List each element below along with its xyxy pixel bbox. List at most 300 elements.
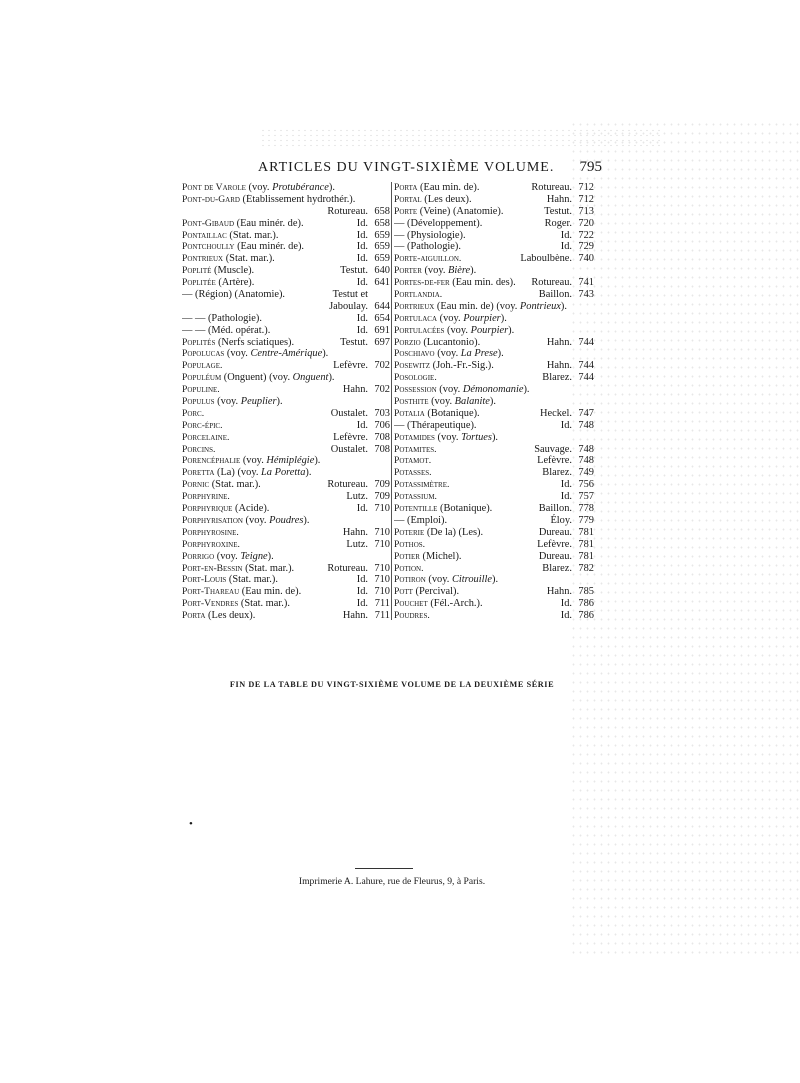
index-entry bbox=[394, 455, 594, 467]
index-entry bbox=[182, 491, 390, 503]
index-entry bbox=[394, 348, 594, 360]
index-entry bbox=[394, 420, 594, 432]
entry-page: 710 bbox=[374, 526, 390, 538]
entry-text bbox=[394, 467, 539, 479]
index-entry bbox=[394, 253, 594, 265]
entry-punctuation: ). bbox=[508, 324, 515, 336]
entry-term: Porphyroxine. bbox=[182, 538, 240, 550]
entry-author: Id. bbox=[356, 419, 368, 431]
index-entry bbox=[394, 289, 594, 301]
entry-text bbox=[394, 182, 528, 194]
entry-page bbox=[572, 348, 594, 360]
entry-page: 710 bbox=[374, 586, 390, 598]
entry-page: 747 bbox=[578, 407, 594, 419]
entry-page bbox=[368, 182, 390, 194]
entry-page bbox=[572, 325, 594, 337]
entry-text bbox=[182, 467, 365, 479]
entry-page: 713 bbox=[578, 205, 594, 217]
entry-term: Poplités bbox=[182, 336, 216, 348]
entry-punctuation: ). bbox=[303, 514, 310, 526]
index-entry bbox=[182, 384, 390, 396]
entry-text bbox=[394, 598, 558, 610]
entry-text bbox=[182, 586, 354, 598]
entry-page: 708 bbox=[374, 431, 390, 443]
entry-text bbox=[182, 253, 354, 265]
index-entry bbox=[182, 551, 390, 563]
index-entry bbox=[182, 194, 390, 206]
entry-qualifier: (Onguent) (voy. bbox=[221, 372, 293, 384]
entry-author: Id. bbox=[356, 229, 368, 241]
entry-term: Portes-de-fer bbox=[394, 277, 450, 289]
entry-author: Id. bbox=[356, 241, 368, 253]
index-entry bbox=[394, 372, 594, 384]
index-entry bbox=[394, 539, 594, 551]
entry-term: Pontaillac bbox=[182, 229, 227, 241]
entry-term: Porte-aiguillon. bbox=[394, 253, 462, 265]
entry-author: Id. bbox=[356, 598, 368, 610]
entry-page: 722 bbox=[578, 229, 594, 241]
entry-term: Portrieux bbox=[394, 300, 435, 312]
index-entry bbox=[394, 325, 594, 337]
entry-term: Posthite bbox=[394, 396, 429, 408]
entry-see-reference: Poudres bbox=[269, 514, 304, 526]
entry-punctuation: ). bbox=[489, 396, 496, 408]
entry-text bbox=[394, 301, 569, 313]
entry-page: 781 bbox=[578, 550, 594, 562]
entry-text bbox=[394, 610, 558, 622]
index-entry bbox=[394, 337, 594, 349]
entry-author: Dureau. bbox=[538, 526, 572, 538]
index-entry bbox=[182, 289, 390, 301]
entry-text bbox=[182, 325, 354, 337]
entry-term: Potiron bbox=[394, 574, 426, 586]
entry-qualifier: (voy. bbox=[436, 384, 463, 396]
index-entry bbox=[394, 396, 594, 408]
index-column-left bbox=[182, 182, 390, 622]
entry-punctuation: ). bbox=[267, 550, 274, 562]
entry-term: Potier bbox=[394, 550, 420, 562]
entry-author: Jaboulay. bbox=[329, 300, 368, 312]
ink-mark: • bbox=[189, 818, 193, 830]
index-entry bbox=[182, 408, 390, 420]
entry-text bbox=[182, 515, 365, 527]
entry-term: Porphyrique bbox=[182, 503, 233, 515]
entry-qualifier: (voy. bbox=[425, 574, 452, 586]
entry-author: Lefèvre. bbox=[537, 455, 572, 467]
entry-author: Rotureau. bbox=[327, 479, 368, 491]
entry-qualifier: (voy. bbox=[240, 455, 267, 467]
index-entry bbox=[182, 503, 390, 515]
index-entry bbox=[182, 396, 390, 408]
entry-qualifier: (voy. bbox=[214, 550, 241, 562]
entry-text bbox=[394, 360, 544, 372]
entry-page: 778 bbox=[578, 503, 594, 515]
entry-term: Potasses. bbox=[394, 467, 432, 479]
entry-author: Lutz. bbox=[346, 538, 368, 550]
entry-page: 712 bbox=[578, 193, 594, 205]
entry-text bbox=[182, 348, 365, 360]
entry-term: Pont-du-Gard bbox=[182, 193, 240, 205]
entry-qualifier: (voy. bbox=[214, 396, 241, 408]
entry-text bbox=[394, 420, 558, 432]
entry-qualifier: (voy. bbox=[242, 514, 270, 526]
end-of-table-note: FIN DE LA TABLE DU VINGT-SIXIÈME VOLUME DE LA DEUXIÈME SÉRIE bbox=[229, 680, 555, 689]
entry-page: 706 bbox=[374, 419, 390, 431]
index-entry bbox=[182, 527, 390, 539]
entry-term: Port-en-Bessin bbox=[182, 562, 243, 574]
entry-term: Popolucas bbox=[182, 348, 225, 360]
index-entry bbox=[182, 467, 390, 479]
index-entry bbox=[182, 337, 390, 349]
entry-text bbox=[182, 396, 365, 408]
entry-qualifier: (Artère). bbox=[215, 277, 255, 289]
entry-author: Hahn. bbox=[342, 526, 368, 538]
index-entry bbox=[182, 218, 390, 230]
entry-page: 711 bbox=[374, 610, 390, 622]
entry-author: Hahn. bbox=[546, 360, 572, 372]
entry-text bbox=[394, 253, 517, 265]
entry-text bbox=[394, 384, 569, 396]
index-entry bbox=[394, 515, 594, 527]
entry-author: Lefèvre. bbox=[333, 431, 368, 443]
entry-text bbox=[182, 598, 354, 610]
index-entry bbox=[182, 574, 390, 586]
index-entry bbox=[182, 325, 390, 337]
index-entry bbox=[182, 444, 390, 456]
entry-page: 691 bbox=[374, 324, 390, 336]
entry-author: Testut. bbox=[340, 265, 368, 277]
entry-term: Portal bbox=[394, 193, 422, 205]
entry-term: Porc. bbox=[182, 407, 205, 419]
entry-author: Lefèvre. bbox=[333, 360, 368, 372]
entry-text bbox=[394, 230, 558, 242]
entry-text bbox=[394, 348, 569, 360]
printer-imprint: Imprimerie A. Lahure, rue de Fleurus, 9, à Paris. bbox=[298, 876, 486, 887]
entry-page: 710 bbox=[374, 574, 390, 586]
entry-text bbox=[182, 230, 354, 242]
entry-text bbox=[182, 372, 365, 384]
scan-noise bbox=[260, 128, 660, 150]
entry-term: Porrigo bbox=[182, 550, 215, 562]
entry-qualifier: (Muscle). bbox=[211, 265, 255, 277]
entry-qualifier: (De la) (Les). bbox=[424, 526, 484, 538]
index-entry bbox=[182, 206, 390, 218]
index-entry bbox=[394, 563, 594, 575]
entry-text bbox=[394, 515, 547, 527]
entry-page bbox=[572, 265, 594, 277]
entry-page: 703 bbox=[374, 407, 390, 419]
entry-text bbox=[182, 384, 340, 396]
entry-qualifier: (voy. bbox=[428, 396, 455, 408]
entry-text bbox=[182, 610, 340, 622]
entry-text bbox=[182, 574, 354, 586]
entry-page bbox=[368, 372, 390, 384]
entry-qualifier: (Fél.-Arch.). bbox=[427, 598, 483, 610]
entry-page: 781 bbox=[578, 538, 594, 550]
entry-text bbox=[394, 444, 531, 456]
entry-text bbox=[394, 241, 558, 253]
entry-page bbox=[368, 515, 390, 527]
separator-rule bbox=[355, 868, 413, 869]
entry-qualifier: (Acide). bbox=[232, 503, 270, 515]
entry-see-reference: Centre-Amérique bbox=[250, 348, 323, 360]
entry-author: Id. bbox=[356, 586, 368, 598]
entry-text bbox=[394, 277, 528, 289]
entry-text bbox=[182, 539, 343, 551]
entry-see-reference: La Poretta bbox=[261, 467, 306, 479]
entry-text bbox=[182, 206, 324, 218]
entry-text bbox=[394, 325, 569, 337]
entry-text bbox=[182, 551, 365, 563]
entry-qualifier: (Stat. mar.). bbox=[242, 562, 295, 574]
entry-page bbox=[572, 432, 594, 444]
entry-page: 709 bbox=[374, 479, 390, 491]
index-entry bbox=[394, 574, 594, 586]
entry-author: Lefèvre. bbox=[537, 538, 572, 550]
entry-see-reference: Pontrieux bbox=[519, 300, 561, 312]
entry-term: Potamot. bbox=[394, 455, 432, 467]
entry-author: Hahn. bbox=[342, 610, 368, 622]
entry-qualifier: (voy. bbox=[421, 265, 449, 277]
entry-qualifier: (voy. bbox=[245, 182, 273, 193]
index-entry bbox=[182, 586, 390, 598]
entry-term: Porcelaine. bbox=[182, 431, 230, 443]
entry-term: Port-Louis bbox=[182, 574, 227, 586]
page-header bbox=[182, 160, 602, 180]
entry-page: 710 bbox=[374, 538, 390, 550]
entry-term: Poplité bbox=[182, 265, 212, 277]
index-entry bbox=[182, 277, 390, 289]
index-entry bbox=[182, 230, 390, 242]
entry-term: Possession bbox=[394, 384, 437, 396]
entry-term: Pont-Gibaud bbox=[182, 217, 235, 229]
entry-qualifier: (voy. bbox=[437, 312, 464, 324]
entry-term: Pouchet bbox=[394, 598, 428, 610]
index-entry bbox=[394, 265, 594, 277]
index-entry bbox=[394, 610, 594, 622]
entry-author: Rotureau. bbox=[531, 277, 572, 289]
entry-text bbox=[394, 337, 544, 349]
entry-term: Portulacées bbox=[394, 324, 445, 336]
entry-see-reference: Citrouille bbox=[451, 574, 492, 586]
entry-page: 641 bbox=[374, 277, 390, 289]
entry-text bbox=[394, 289, 536, 301]
entry-qualifier: (Veine) (Anatomie). bbox=[417, 205, 504, 217]
entry-page: 702 bbox=[374, 360, 390, 372]
entry-page: 697 bbox=[374, 336, 390, 348]
entry-qualifier: (Eau min. des). bbox=[449, 277, 516, 289]
entry-term: Poplitée bbox=[182, 277, 216, 289]
entry-text bbox=[182, 479, 324, 491]
index-entry bbox=[394, 444, 594, 456]
index-entry bbox=[394, 551, 594, 563]
entry-qualifier: — (Thérapeutique). bbox=[394, 419, 477, 431]
entry-term: Pontchoully bbox=[182, 241, 235, 253]
entry-page bbox=[368, 551, 390, 563]
entry-term: Porphyrine. bbox=[182, 491, 230, 503]
entry-author: Id. bbox=[560, 229, 572, 241]
entry-page: 782 bbox=[578, 562, 594, 574]
entry-qualifier: (voy. bbox=[224, 348, 251, 360]
entry-qualifier: (Lucantonio). bbox=[420, 336, 481, 348]
entry-term: Porcins. bbox=[182, 443, 216, 455]
index-entry bbox=[182, 479, 390, 491]
entry-page bbox=[572, 396, 594, 408]
entry-page bbox=[572, 301, 594, 313]
entry-term: Portlandia. bbox=[394, 289, 443, 301]
entry-text bbox=[182, 182, 365, 194]
entry-author: Testut et bbox=[332, 289, 368, 301]
entry-author: Rotureau. bbox=[531, 182, 572, 193]
entry-term: Posewitz bbox=[394, 360, 431, 372]
entry-qualifier: (Stat. mar.). bbox=[223, 253, 275, 265]
index-entry bbox=[182, 313, 390, 325]
entry-text bbox=[394, 563, 539, 575]
entry-page: 785 bbox=[578, 586, 594, 598]
entry-see-reference: La Prese bbox=[460, 348, 498, 360]
entry-qualifier: (Nerfs sciatiques). bbox=[215, 336, 295, 348]
entry-term: Populine. bbox=[182, 384, 220, 396]
entry-term: Posologie. bbox=[394, 372, 437, 384]
entry-page: 786 bbox=[578, 598, 594, 610]
entry-author: Dureau. bbox=[538, 550, 572, 562]
index-entry bbox=[394, 384, 594, 396]
entry-text bbox=[394, 491, 558, 503]
entry-text bbox=[182, 491, 343, 503]
entry-page: 658 bbox=[374, 217, 390, 229]
entry-term: Porzio bbox=[394, 336, 421, 348]
entry-author: Lutz. bbox=[346, 491, 368, 503]
entry-see-reference: Balanite bbox=[454, 396, 490, 408]
entry-text bbox=[394, 551, 536, 563]
entry-punctuation: ). bbox=[328, 182, 335, 193]
index-entry bbox=[394, 491, 594, 503]
index-entry bbox=[394, 527, 594, 539]
entry-page: 702 bbox=[374, 384, 390, 396]
entry-qualifier: (Établissement hydrothér.). bbox=[239, 193, 356, 205]
entry-text bbox=[394, 574, 569, 586]
entry-page: 710 bbox=[374, 503, 390, 515]
entry-author: Oustalet. bbox=[330, 407, 368, 419]
entry-text bbox=[394, 539, 534, 551]
entry-term: Pott bbox=[394, 586, 413, 598]
entry-author: Id. bbox=[560, 491, 572, 503]
entry-term: Poudres. bbox=[394, 610, 430, 622]
entry-qualifier: (Botanique). bbox=[424, 407, 480, 419]
entry-text bbox=[182, 444, 328, 456]
index-entry bbox=[182, 420, 390, 432]
entry-author: Id. bbox=[560, 479, 572, 491]
entry-text bbox=[182, 301, 326, 313]
entry-page bbox=[368, 455, 390, 467]
entry-page: 708 bbox=[374, 443, 390, 455]
index-entry bbox=[394, 479, 594, 491]
entry-text bbox=[182, 265, 337, 277]
entry-page: 720 bbox=[578, 217, 594, 229]
entry-term: Port-Vendres bbox=[182, 598, 239, 610]
entry-term: Pont de Varole bbox=[182, 182, 246, 193]
entry-author: Oustalet. bbox=[330, 443, 368, 455]
entry-qualifier: (voy. bbox=[444, 324, 471, 336]
index-entry bbox=[182, 265, 390, 277]
entry-text bbox=[182, 503, 354, 515]
entry-term: Populage. bbox=[182, 360, 223, 372]
index-entry bbox=[394, 277, 594, 289]
entry-author: Blarez. bbox=[542, 372, 572, 384]
entry-term: Poterie bbox=[394, 526, 425, 538]
index-entry bbox=[394, 467, 594, 479]
entry-author: Id. bbox=[356, 574, 368, 586]
entry-qualifier: (Les deux). bbox=[205, 610, 256, 622]
entry-qualifier: (Michel). bbox=[419, 550, 462, 562]
entry-page bbox=[368, 194, 390, 206]
entry-author: Baillon. bbox=[538, 503, 572, 515]
entry-author: Éloy. bbox=[550, 514, 572, 526]
entry-punctuation: ). bbox=[491, 431, 498, 443]
index-entry bbox=[182, 610, 390, 622]
entry-term: Porphyrosine. bbox=[182, 526, 239, 538]
entry-text bbox=[182, 277, 354, 289]
entry-text bbox=[182, 563, 324, 575]
entry-page: 658 bbox=[374, 205, 390, 217]
entry-text bbox=[182, 194, 365, 206]
entry-page: 749 bbox=[578, 467, 594, 479]
entry-punctuation: ). bbox=[497, 348, 504, 360]
entry-page: 757 bbox=[578, 491, 594, 503]
entry-text bbox=[182, 313, 354, 325]
scan-noise bbox=[570, 120, 800, 960]
entry-author: Hahn. bbox=[546, 193, 572, 205]
entry-term: Potamites. bbox=[394, 443, 437, 455]
entry-term: Port-Thareau bbox=[182, 586, 240, 598]
entry-qualifier: (Eau min. de) (voy. bbox=[434, 300, 520, 312]
entry-term: Porencéphalie bbox=[182, 455, 241, 467]
entry-page: 640 bbox=[374, 265, 390, 277]
entry-text bbox=[394, 372, 539, 384]
entry-text bbox=[182, 455, 365, 467]
entry-text bbox=[182, 408, 328, 420]
entry-punctuation: ). bbox=[328, 372, 335, 384]
entry-qualifier: — (Pathologie). bbox=[394, 241, 461, 253]
entry-page: 659 bbox=[374, 241, 390, 253]
entry-author: Hahn. bbox=[546, 586, 572, 598]
entry-qualifier: — (Physiologie). bbox=[394, 229, 466, 241]
entry-text bbox=[182, 527, 340, 539]
entry-page: 729 bbox=[578, 241, 594, 253]
entry-qualifier: (Eau min. de). bbox=[417, 182, 480, 193]
entry-punctuation: ). bbox=[305, 467, 312, 479]
entry-author: Hahn. bbox=[342, 384, 368, 396]
entry-term: Populéum bbox=[182, 372, 222, 384]
entry-page bbox=[572, 574, 594, 586]
entry-qualifier: (Percival). bbox=[412, 586, 460, 598]
entry-qualifier: (Eau min. de). bbox=[239, 586, 302, 598]
entry-term: Porte bbox=[394, 205, 418, 217]
entry-term: Porter bbox=[394, 265, 422, 277]
entry-qualifier: (Stat. mar.). bbox=[209, 479, 261, 491]
entry-author: Blarez. bbox=[542, 562, 572, 574]
entry-punctuation: ). bbox=[470, 265, 477, 277]
entry-author: Roger. bbox=[544, 217, 572, 229]
entry-term: Porc-épic. bbox=[182, 419, 223, 431]
index-entry bbox=[182, 432, 390, 444]
index-entry bbox=[394, 503, 594, 515]
entry-qualifier: (Eau minér. de). bbox=[234, 217, 304, 229]
entry-term: Potentille bbox=[394, 503, 438, 515]
entry-page: 744 bbox=[578, 360, 594, 372]
entry-author: Id. bbox=[560, 598, 572, 610]
entry-qualifier: (Botanique). bbox=[437, 503, 493, 515]
